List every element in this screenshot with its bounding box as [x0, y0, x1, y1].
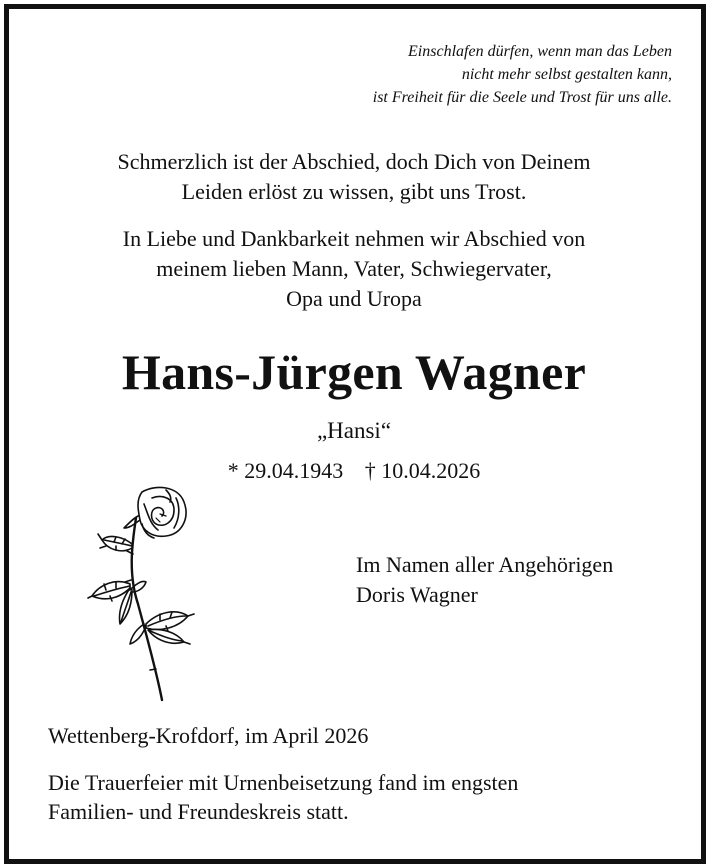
intro-paragraph-1: [0, 147, 708, 207]
poem-line: ist Freiheit für die Seele und Trost für uns alle.: [372, 89, 672, 106]
funeral-line: Die Trauerfeier mit Urnenbeisetzung fand im engsten: [48, 770, 519, 795]
intro-line: Leiden erlöst zu wissen, gibt uns Trost.: [181, 179, 527, 204]
intro-paragraph-2: [0, 224, 708, 314]
life-dates: [0, 456, 708, 486]
signature-block: [356, 550, 613, 610]
intro-line: Opa und Uropa: [286, 286, 422, 311]
poem-line: nicht mehr selbst gestalten kann,: [461, 66, 672, 83]
death-date: † 10.04.2026: [364, 458, 481, 483]
funeral-notice: [48, 768, 518, 826]
poem-line: Einschlafen dürfen, wenn man das Leben: [408, 43, 672, 60]
deceased-name: Hans-Jürgen Wagner: [121, 344, 587, 400]
poem-quote: [373, 40, 672, 109]
intro-line: Schmerzlich ist der Abschied, doch Dich von Deinem: [117, 149, 591, 174]
place-date: Wettenberg-Krofdorf, im April 2026: [48, 723, 369, 748]
birth-date: * 29.04.1943: [227, 458, 344, 483]
rose-icon: [86, 484, 202, 704]
intro-line: meinem lieben Mann, Vater, Schwiegervater,: [156, 256, 552, 281]
signature-name: Doris Wagner: [356, 582, 478, 607]
signature-line: Im Namen aller Angehörigen: [356, 552, 614, 577]
deceased-nickname: „Hansi“: [316, 418, 392, 443]
funeral-line: Familien- und Freundeskreis statt.: [48, 799, 349, 824]
intro-line: In Liebe und Dankbarkeit nehmen wir Abschied von: [122, 226, 586, 251]
